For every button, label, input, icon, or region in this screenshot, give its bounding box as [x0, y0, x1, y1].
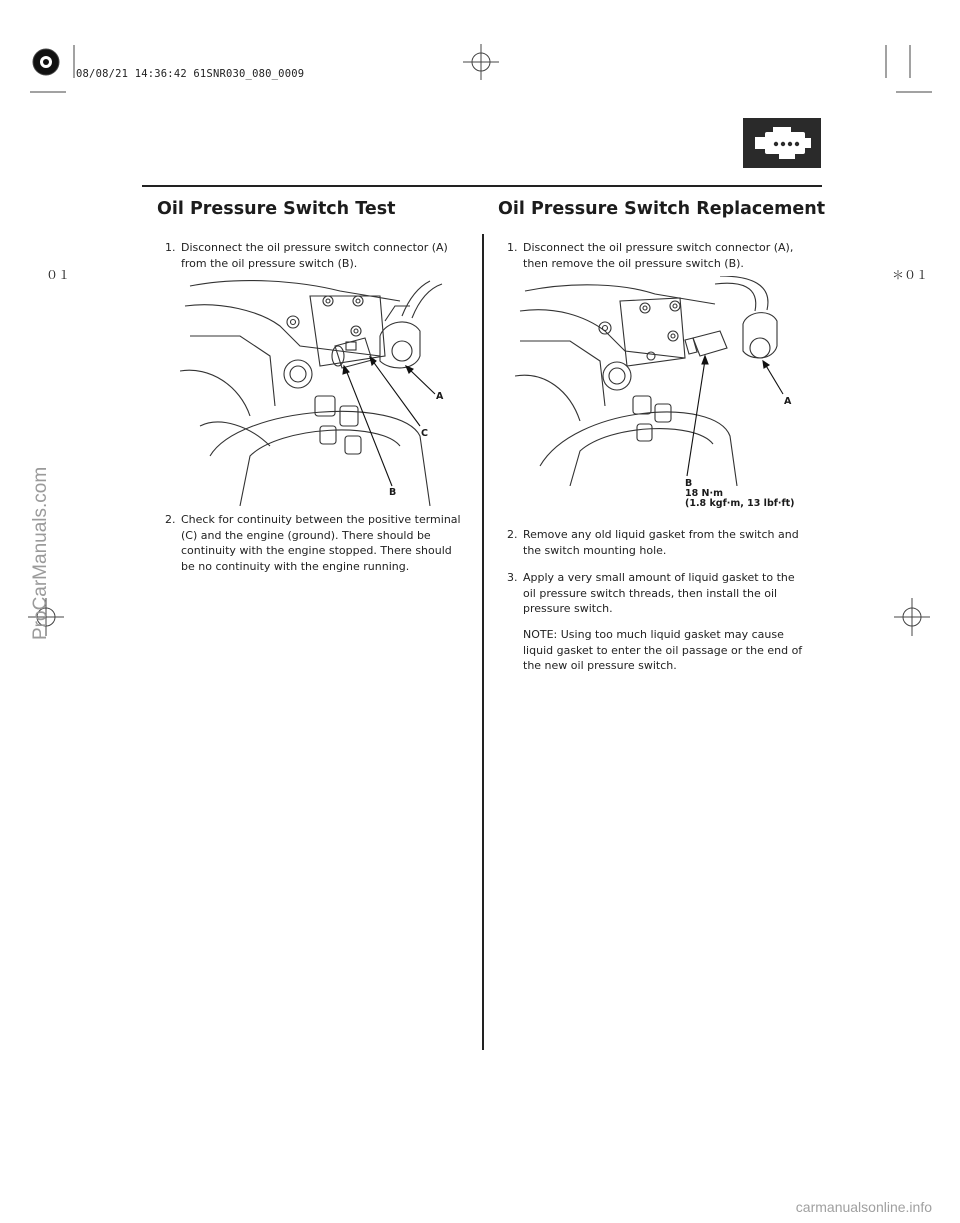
left-figure-oil-pressure-switch [180, 276, 470, 506]
left-step-2-text: Check for continuity between the positive terminal (C) and the engine (ground). There should be continuity with the engine stopped. There should be no continuity with the engine running. [181, 513, 461, 573]
right-label-b: B [685, 478, 693, 489]
right-torque-other: (1.8 kgf·m, 13 lbf·ft) [685, 498, 795, 509]
right-step-1-number: 1. [507, 241, 518, 254]
left-step-1-text: Disconnect the oil pressure switch connector (A) from the oil pressure switch (B). [181, 241, 448, 270]
right-torque-nm: 18 N·m [685, 488, 723, 499]
print-stamp: 08/08/21 14:36:42 61SNR030_080_0009 [76, 68, 305, 80]
right-section-title: Oil Pressure Switch Replacement [498, 199, 826, 219]
left-label-b: B [389, 487, 397, 498]
right-step-3 [507, 570, 807, 617]
header-rule [142, 185, 822, 187]
side-mark-left: ０１ [46, 268, 71, 282]
left-step-2-number: 2. [165, 513, 176, 526]
right-step-2-text: Remove any old liquid gasket from the switch and the switch mounting hole. [523, 528, 799, 557]
left-step-1-number: 1. [165, 241, 176, 254]
right-step-3-text: Apply a very small amount of liquid gasket to the oil pressure switch threads, then install the oil pressure switch. [523, 571, 795, 615]
right-note [507, 627, 807, 674]
left-label-c: C [421, 428, 428, 439]
engine-icon-badge [743, 118, 821, 168]
left-step-1 [165, 240, 465, 271]
left-step-2 [165, 512, 465, 574]
engine-icon [743, 118, 821, 168]
right-step-1 [507, 240, 807, 271]
right-step-1-text: Disconnect the oil pressure switch connector (A), then remove the oil pressure switch (B). [523, 241, 794, 270]
right-label-a: A [784, 396, 792, 407]
right-step-3-number: 3. [507, 571, 518, 584]
right-step-2-number: 2. [507, 528, 518, 541]
right-step-2 [507, 527, 807, 558]
left-label-a: A [436, 391, 444, 402]
side-mark-right: ＊０１ [892, 268, 929, 282]
column-divider [482, 234, 484, 1050]
right-figure-switch-replacement [515, 276, 805, 486]
left-section-title: Oil Pressure Switch Test [157, 199, 396, 219]
footer-watermark: carmanualsonline.info [795, 1199, 932, 1215]
right-note-text: NOTE: Using too much liquid gasket may cause liquid gasket to enter the oil passage or the end of the new oil pressure switch. [523, 628, 803, 672]
side-watermark: ProCarManuals.com [30, 466, 51, 640]
